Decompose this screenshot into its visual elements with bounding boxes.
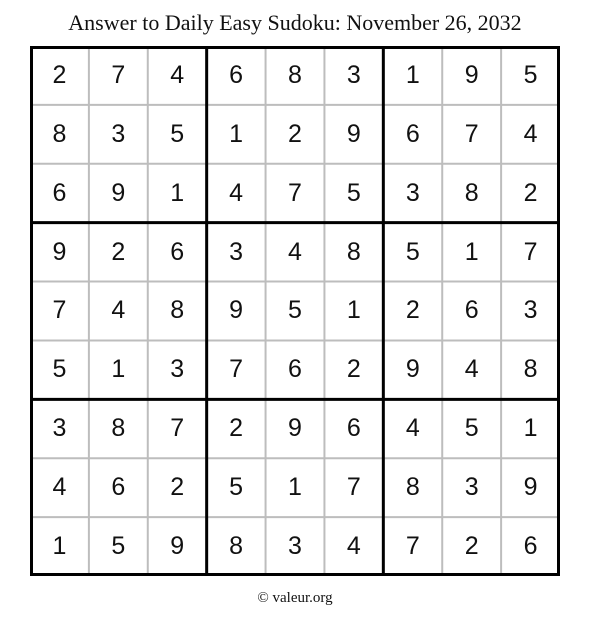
sudoku-cell-r7-c9: 1 (523, 414, 538, 443)
sudoku-cell-r8-c8: 3 (464, 473, 479, 502)
sudoku-cell-r8-c4: 5 (229, 473, 244, 502)
sudoku-cell-r4-c4: 3 (229, 237, 244, 266)
sudoku-cell-r3-c5: 7 (288, 178, 302, 207)
copyright-footer: © valeur.org (257, 590, 333, 606)
sudoku-cell-r7-c1: 3 (52, 414, 67, 443)
sudoku-cell-r9-c8: 2 (464, 532, 479, 561)
sudoku-cell-r5-c5: 5 (288, 296, 302, 325)
sudoku-cell-r2-c3: 5 (170, 119, 185, 148)
sudoku-cell-r1-c1: 2 (52, 60, 67, 89)
sudoku-cell-r1-c5: 8 (288, 60, 302, 89)
sudoku-cell-r7-c3: 7 (170, 414, 185, 443)
sudoku-cell-r2-c5: 2 (288, 119, 302, 148)
sudoku-cell-r6-c4: 7 (229, 355, 244, 384)
sudoku-cell-r9-c6: 4 (346, 532, 361, 561)
sudoku-cell-r6-c7: 9 (405, 355, 420, 384)
sudoku-cell-r2-c7: 6 (405, 119, 420, 148)
sudoku-cell-r7-c6: 6 (346, 414, 361, 443)
sudoku-cell-r8-c9: 9 (523, 473, 538, 502)
sudoku-board (30, 46, 560, 576)
sudoku-cell-r9-c2: 5 (111, 532, 126, 561)
sudoku-cell-r2-c2: 3 (111, 119, 126, 148)
sudoku-cell-r9-c5: 3 (288, 532, 302, 561)
sudoku-cell-r4-c2: 2 (111, 237, 126, 266)
sudoku-cell-r2-c4: 1 (229, 119, 244, 148)
sudoku-cell-r3-c8: 8 (464, 178, 479, 207)
sudoku-cell-r3-c4: 4 (229, 178, 244, 207)
sudoku-cell-r1-c8: 9 (464, 60, 479, 89)
sudoku-cell-r5-c3: 8 (170, 296, 185, 325)
sudoku-cell-r2-c6: 9 (346, 119, 361, 148)
sudoku-cell-r4-c6: 8 (346, 237, 361, 266)
sudoku-cell-r4-c5: 4 (288, 237, 302, 266)
sudoku-cell-r9-c3: 9 (170, 532, 185, 561)
sudoku-cell-r9-c9: 6 (523, 532, 538, 561)
sudoku-cell-r7-c7: 4 (405, 414, 420, 443)
sudoku-cell-r9-c1: 1 (52, 532, 67, 561)
sudoku-cell-r5-c4: 9 (229, 296, 244, 325)
sudoku-cell-r6-c6: 2 (346, 355, 361, 384)
sudoku-cell-r8-c1: 4 (52, 473, 67, 502)
sudoku-cell-r6-c8: 4 (464, 355, 479, 384)
sudoku-cell-r1-c3: 4 (170, 60, 185, 89)
sudoku-cell-r9-c4: 8 (229, 532, 244, 561)
sudoku-cell-r6-c1: 5 (52, 355, 67, 384)
sudoku-cell-r1-c9: 5 (523, 60, 538, 89)
sudoku-cell-r9-c7: 7 (405, 532, 420, 561)
sudoku-cell-r5-c7: 2 (405, 296, 420, 325)
sudoku-cell-r3-c2: 9 (111, 178, 126, 207)
sudoku-cell-r3-c6: 5 (346, 178, 361, 207)
sudoku-cell-r8-c6: 7 (346, 473, 361, 502)
sudoku-cell-r8-c5: 1 (288, 473, 302, 502)
sudoku-cell-r6-c9: 8 (523, 355, 538, 384)
sudoku-cell-r2-c8: 7 (464, 119, 479, 148)
sudoku-cell-r5-c9: 3 (523, 296, 538, 325)
sudoku-cell-r4-c9: 7 (523, 237, 538, 266)
sudoku-cell-r7-c4: 2 (229, 414, 244, 443)
sudoku-cell-r5-c8: 6 (464, 296, 479, 325)
sudoku-cell-r6-c2: 1 (111, 355, 126, 384)
sudoku-cell-r8-c2: 6 (111, 473, 126, 502)
sudoku-cell-r6-c3: 3 (170, 355, 185, 384)
sudoku-cell-r7-c5: 9 (288, 414, 302, 443)
sudoku-cell-r4-c3: 6 (170, 237, 185, 266)
sudoku-cell-r8-c7: 8 (405, 473, 420, 502)
sudoku-cell-r6-c5: 6 (288, 355, 302, 384)
sudoku-cell-r3-c1: 6 (52, 178, 67, 207)
sudoku-cell-r5-c6: 1 (346, 296, 361, 325)
sudoku-cell-r7-c2: 8 (111, 414, 126, 443)
sudoku-cell-r4-c7: 5 (405, 237, 420, 266)
sudoku-cell-r7-c8: 5 (464, 414, 479, 443)
sudoku-cells (30, 46, 560, 576)
sudoku-cell-r5-c2: 4 (111, 296, 126, 325)
sudoku-cell-r1-c2: 7 (111, 60, 126, 89)
sudoku-cell-r2-c1: 8 (52, 119, 67, 148)
sudoku-cell-r1-c6: 3 (346, 60, 361, 89)
sudoku-cell-r5-c1: 7 (52, 296, 67, 325)
sudoku-cell-r3-c9: 2 (523, 178, 538, 207)
sudoku-cell-r3-c3: 1 (170, 178, 185, 207)
sudoku-cell-r4-c8: 1 (464, 237, 479, 266)
sudoku-cell-r8-c3: 2 (170, 473, 185, 502)
sudoku-cell-r2-c9: 4 (523, 119, 538, 148)
sudoku-cell-r1-c7: 1 (405, 60, 420, 89)
page-title: Answer to Daily Easy Sudoku: November 26, 2032 (68, 10, 522, 35)
sudoku-cell-r4-c1: 9 (52, 237, 67, 266)
sudoku-cell-r1-c4: 6 (229, 60, 244, 89)
sudoku-cell-r3-c7: 3 (405, 178, 420, 207)
